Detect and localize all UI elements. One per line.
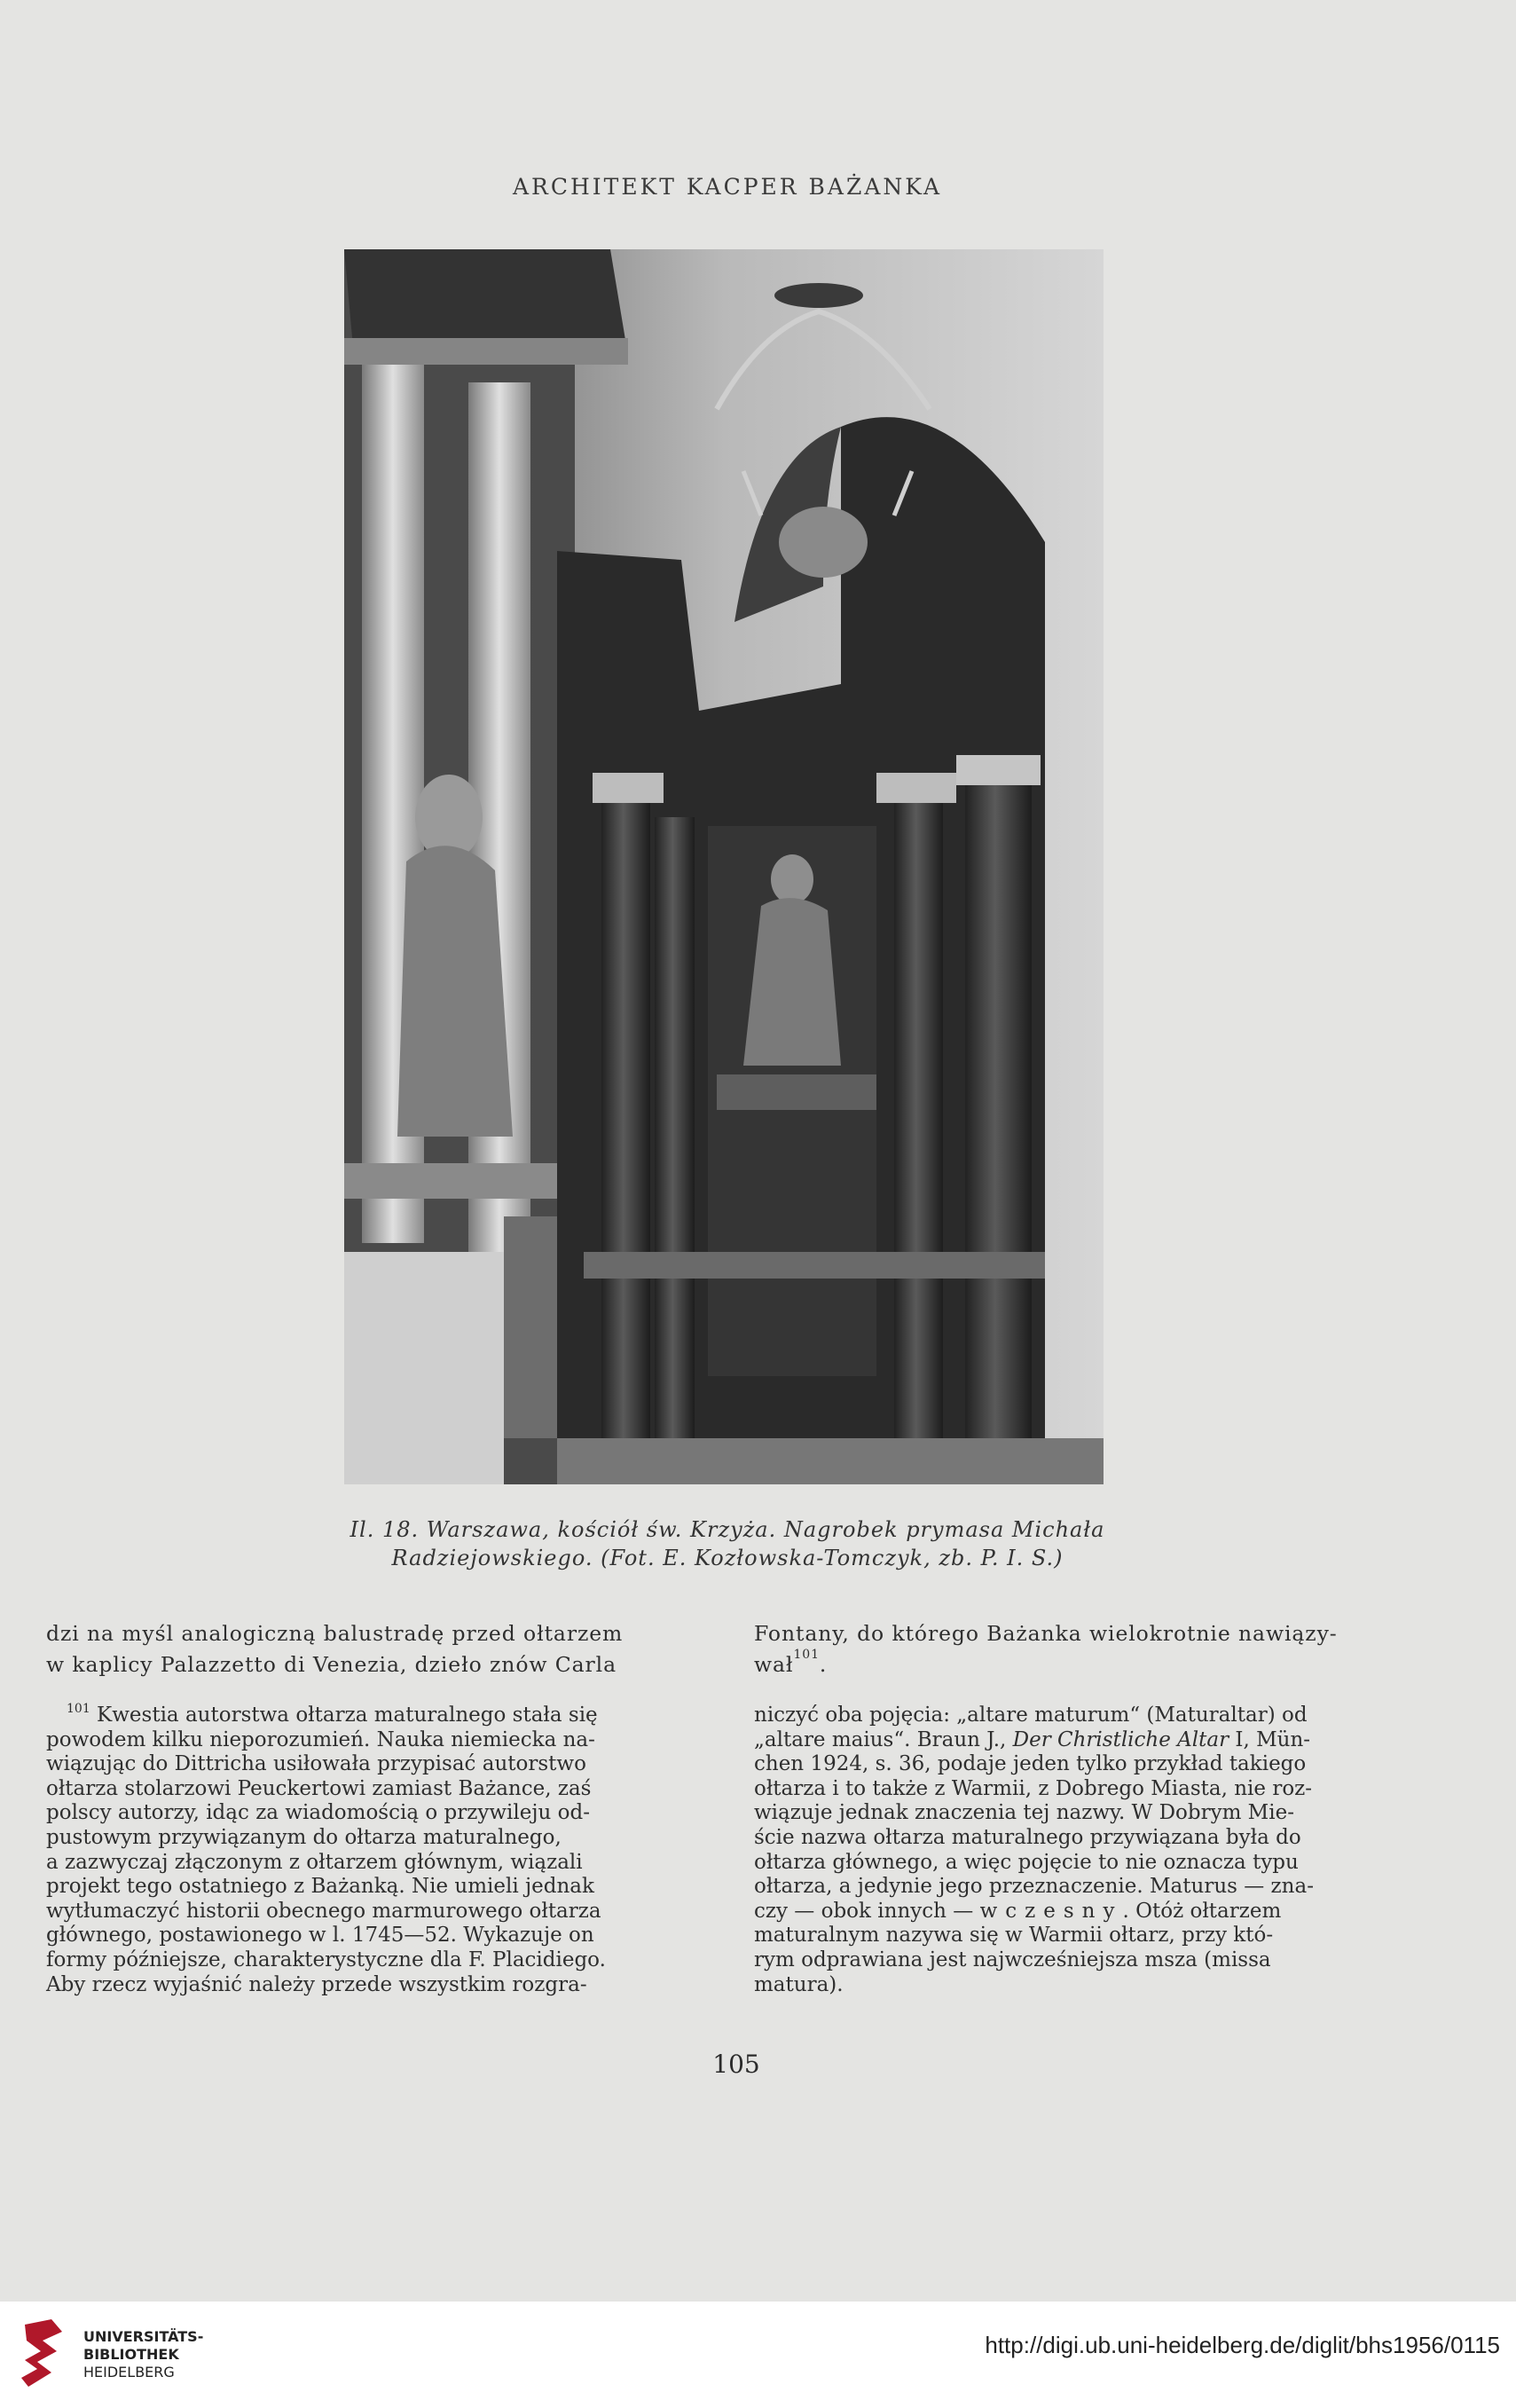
spaced-word: wczesny	[979, 1899, 1123, 1923]
text-line: powodem kilku nieporozumień. Nauka niemiecka na-	[46, 1727, 595, 1751]
page-number: 105	[712, 2050, 760, 2079]
text-fragment: czy — obok innych —	[754, 1899, 980, 1923]
text-line: rym odprawiana jest najwcześniejsza msza (missa	[754, 1948, 1271, 1971]
body-text-right	[754, 1618, 1421, 1680]
text-line: ołtarza stolarzowi Peuckertowi zamiast Bażance, zaś	[46, 1776, 592, 1800]
text-fragment: . Otóż ołtarzem	[1122, 1899, 1282, 1923]
text-line: wiązuje jednak znaczenia tej nazwy. W Dobrym Mie-	[754, 1801, 1294, 1825]
text-line: Aby rzecz wyjaśnić należy przede wszystkim rozgra-	[46, 1972, 587, 1996]
library-logo-icon	[16, 2316, 71, 2396]
library-footer	[0, 2302, 1516, 2408]
library-name-line: UNIVERSITÄTS-	[83, 2328, 204, 2345]
text-fragment: wał	[754, 1652, 794, 1677]
text-line: w kaplicy Palazzetto di Venezia, dzieło znów Carla	[46, 1652, 617, 1677]
footnote-left-column	[46, 1704, 713, 1997]
text-line: dzi na myśl analogiczną balustradę przed ołtarzem	[46, 1621, 624, 1646]
text-line: pustowym przywiązanym do ołtarza maturalnego,	[46, 1825, 562, 1849]
footnote-right-column	[754, 1704, 1421, 1997]
text-line	[754, 1900, 1421, 1924]
altar-photograph	[344, 249, 1104, 1484]
caption-line-2: Radziejowskiego. (Fot. E. Kozłowska-Tomczyk, zb. P. I. S.)	[391, 1546, 1064, 1570]
text-line: ołtarza głównego, a więc pojęcie to nie oznacza typu	[754, 1850, 1299, 1874]
text-line: wiązując do Dittricha usiłowała przypisać autorstwo	[46, 1752, 586, 1776]
text-line: ołtarza i to także z Warmii, z Dobrego Miasta, nie roz-	[754, 1776, 1313, 1800]
footnote-first-line	[46, 1704, 713, 1728]
text-fragment: Kwestia autorstwa ołtarza maturalnego stała się	[97, 1704, 598, 1727]
caption-line-1: Il. 18. Warszawa, kościół św. Krzyża. Nagrobek prymasa Michała	[350, 1517, 1105, 1542]
text-fragment: „altare maius“. Braun J.,	[754, 1727, 1013, 1751]
body-text-left	[46, 1618, 711, 1680]
library-name	[83, 2328, 203, 2381]
text-fragment: .	[819, 1652, 828, 1677]
altar-photo-illustration	[344, 249, 1104, 1484]
text-line	[754, 1649, 1421, 1680]
footnote-reference: 101	[793, 1648, 820, 1662]
text-fragment: I, Mün-	[1229, 1727, 1311, 1751]
text-line: projekt tego ostatniego z Bażanką. Nie umieli jednak	[46, 1875, 594, 1899]
text-line: wytłumaczyć historii obecnego marmurowego ołtarza	[46, 1899, 601, 1923]
text-line: maturalnym nazywa się w Warmii ołtarz, przy któ-	[754, 1924, 1274, 1948]
footnote-marker: 101	[67, 1702, 90, 1716]
text-line: formy późniejsze, charakterystyczne dla F. Placidiego.	[46, 1948, 606, 1971]
text-line: Fontany, do którego Bażanka wielokrotnie nawiązy-	[754, 1621, 1338, 1646]
text-line: ście nazwa ołtarza maturalnego przywiązana była do	[754, 1825, 1301, 1849]
running-title: ARCHITEKT KACPER BAŻANKA	[512, 174, 943, 200]
text-line: głównego, postawionego w l. 1745—52. Wykazuje on	[46, 1924, 594, 1948]
source-url-link[interactable]: http://digi.ub.uni-heidelberg.de/diglit/bhs1956/0115	[985, 2332, 1500, 2358]
text-line: niczyć oba pojęcia: „altare maturum“ (Maturaltar) od	[754, 1704, 1308, 1727]
library-name-line: BIBLIOTHEK	[83, 2346, 179, 2363]
text-line: a zazwyczaj złączonym z ołtarzem głównym, wiązali	[46, 1850, 583, 1874]
text-line	[754, 1728, 1421, 1753]
book-title: Der Christliche Altar	[1012, 1727, 1229, 1751]
text-line: matura).	[754, 1972, 844, 1996]
figure-caption	[302, 1515, 1153, 1572]
text-line: chen 1924, s. 36, podaje jeden tylko przykład takiego	[754, 1752, 1307, 1776]
text-line: polscy autorzy, idąc za wiadomością o przywileju od-	[46, 1801, 590, 1825]
library-name-line: HEIDELBERG	[83, 2364, 175, 2380]
text-line: ołtarza, a jedynie jego przeznaczenie. Maturus — zna-	[754, 1875, 1314, 1899]
